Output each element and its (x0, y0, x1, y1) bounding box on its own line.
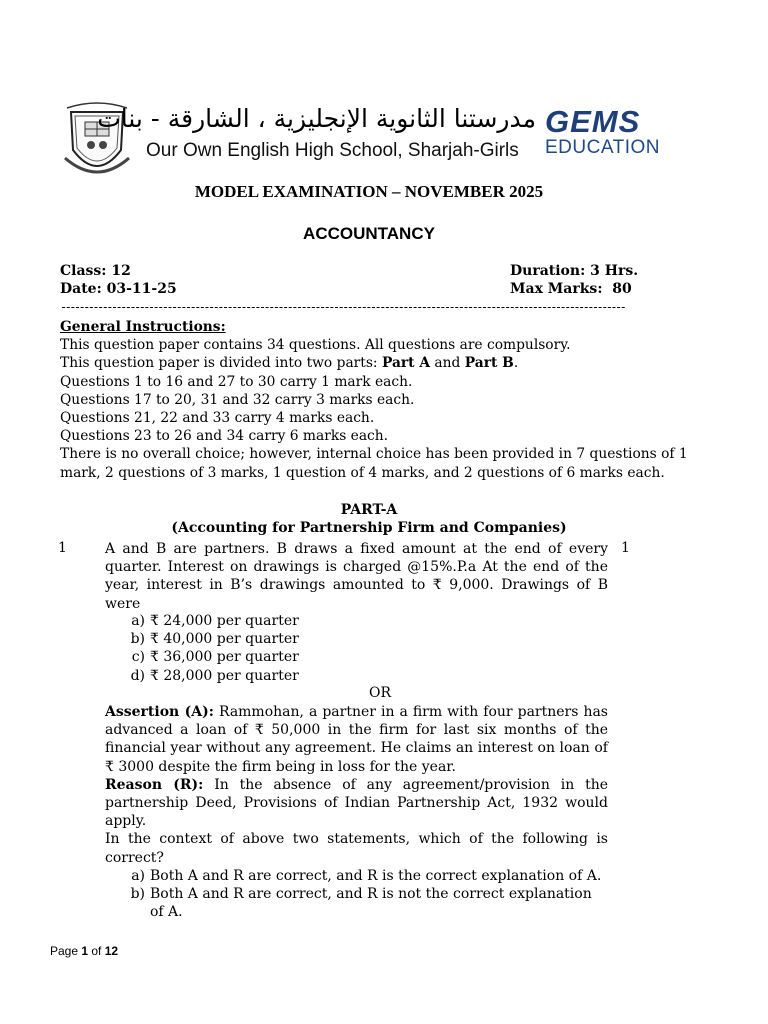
part-subtitle: (Accounting for Partnership Firm and Companies) (171, 520, 567, 536)
instruction-line: Questions 21, 22 and 33 carry 4 marks each. (60, 410, 375, 427)
question-stem: A and B are partners. B draws a fixed amount at the end of every quarter. Interest on drawings is charged @15%.P.a At the end of the year, interest in B’s drawings amounted to ₹ 9,000. Drawings of B were (105, 541, 608, 612)
max-marks-label: Max Marks: 80 (510, 281, 632, 297)
instruction-line: There is no overall choice; however, internal choice has been provided in 7 questions of 1 mark, 2 questions of 3 marks, 1 question of 4 marks, and 2 questions of 6 marks each. (60, 446, 688, 481)
or-divider: OR (368, 685, 392, 701)
class-label: Class: 12 (60, 263, 131, 279)
separator-line: -------------------------------------------------------------------------------------------------------------------------- (60, 300, 625, 314)
question-text (105, 540, 608, 613)
option-item: b) ₹ 40,000 per quarter (130, 631, 299, 648)
brand-logo-text: GEMS (545, 104, 641, 139)
assertion-options (105, 867, 608, 922)
option-item: d) ₹ 28,000 per quarter (130, 667, 299, 684)
school-name: Our Own English High School, Sharjah-Girls (146, 140, 519, 161)
general-instructions (60, 318, 690, 482)
question-options (105, 612, 608, 685)
page-total: 12 (104, 944, 119, 958)
option-item: a) Both A and R are correct, and R is the correct explanation of A. (131, 868, 602, 884)
option-item: b) Both A and R are correct, and R is not the correct explanation of A. (130, 886, 592, 921)
duration-label: Duration: 3 Hrs. (510, 263, 639, 279)
instruction-line: Questions 23 to 26 and 34 carry 6 marks each. (60, 428, 389, 445)
part-title: PART-A (340, 502, 398, 518)
page-footer: Page 1 of 12 (50, 944, 119, 958)
option-item: c) ₹ 36,000 per quarter (131, 649, 299, 666)
subject-title: ACCOUNTANCY (303, 224, 435, 243)
reason-statement: Reason (R): In the absence of any agreement/provision in the partnership Deed, Provisions of Indian Partnership Act, 1932 would apply. (105, 776, 609, 830)
instruction-line: Questions 17 to 20, 31 and 32 carry 3 marks each. (60, 391, 415, 408)
context-statement: In the context of above two statements, which of the following is correct? (105, 831, 608, 866)
date-label: Date: 03-11-25 (60, 281, 177, 297)
option-item: a) ₹ 24,000 per quarter (131, 613, 299, 629)
assertion-statement: Assertion (A): Rammohan, a partner in a firm with four partners has advanced a loan of ₹ 50,000 in the firm for last six months of the financial year without any agreement. He claims an interest on loan of ₹ 3000 despite the firm being in loss for the year. (105, 704, 608, 775)
school-name-arabic: مدرستنا الثانوية الإنجليزية ، الشارقة - بنات (97, 104, 536, 133)
part-b-emphasis: Part B (464, 355, 514, 372)
instruction-line: Questions 1 to 16 and 27 to 30 carry 1 mark each. (60, 373, 413, 390)
question-marks: 1 (621, 540, 630, 556)
page-number: 1 (81, 944, 89, 958)
exam-title: MODEL EXAMINATION – NOVEMBER 2025 (194, 182, 544, 201)
question-number: 1 (58, 540, 67, 556)
brand-subtitle: EDUCATION (545, 137, 660, 158)
part-a-emphasis: Part A (381, 355, 431, 372)
instruction-line: This question paper is divided into two parts: Part A and Part B. (60, 355, 519, 372)
instructions-heading: General Instructions: (60, 319, 226, 335)
assertion-reason-question (105, 703, 608, 867)
instruction-line: This question paper contains 34 questions. All questions are compulsory. (60, 337, 571, 354)
